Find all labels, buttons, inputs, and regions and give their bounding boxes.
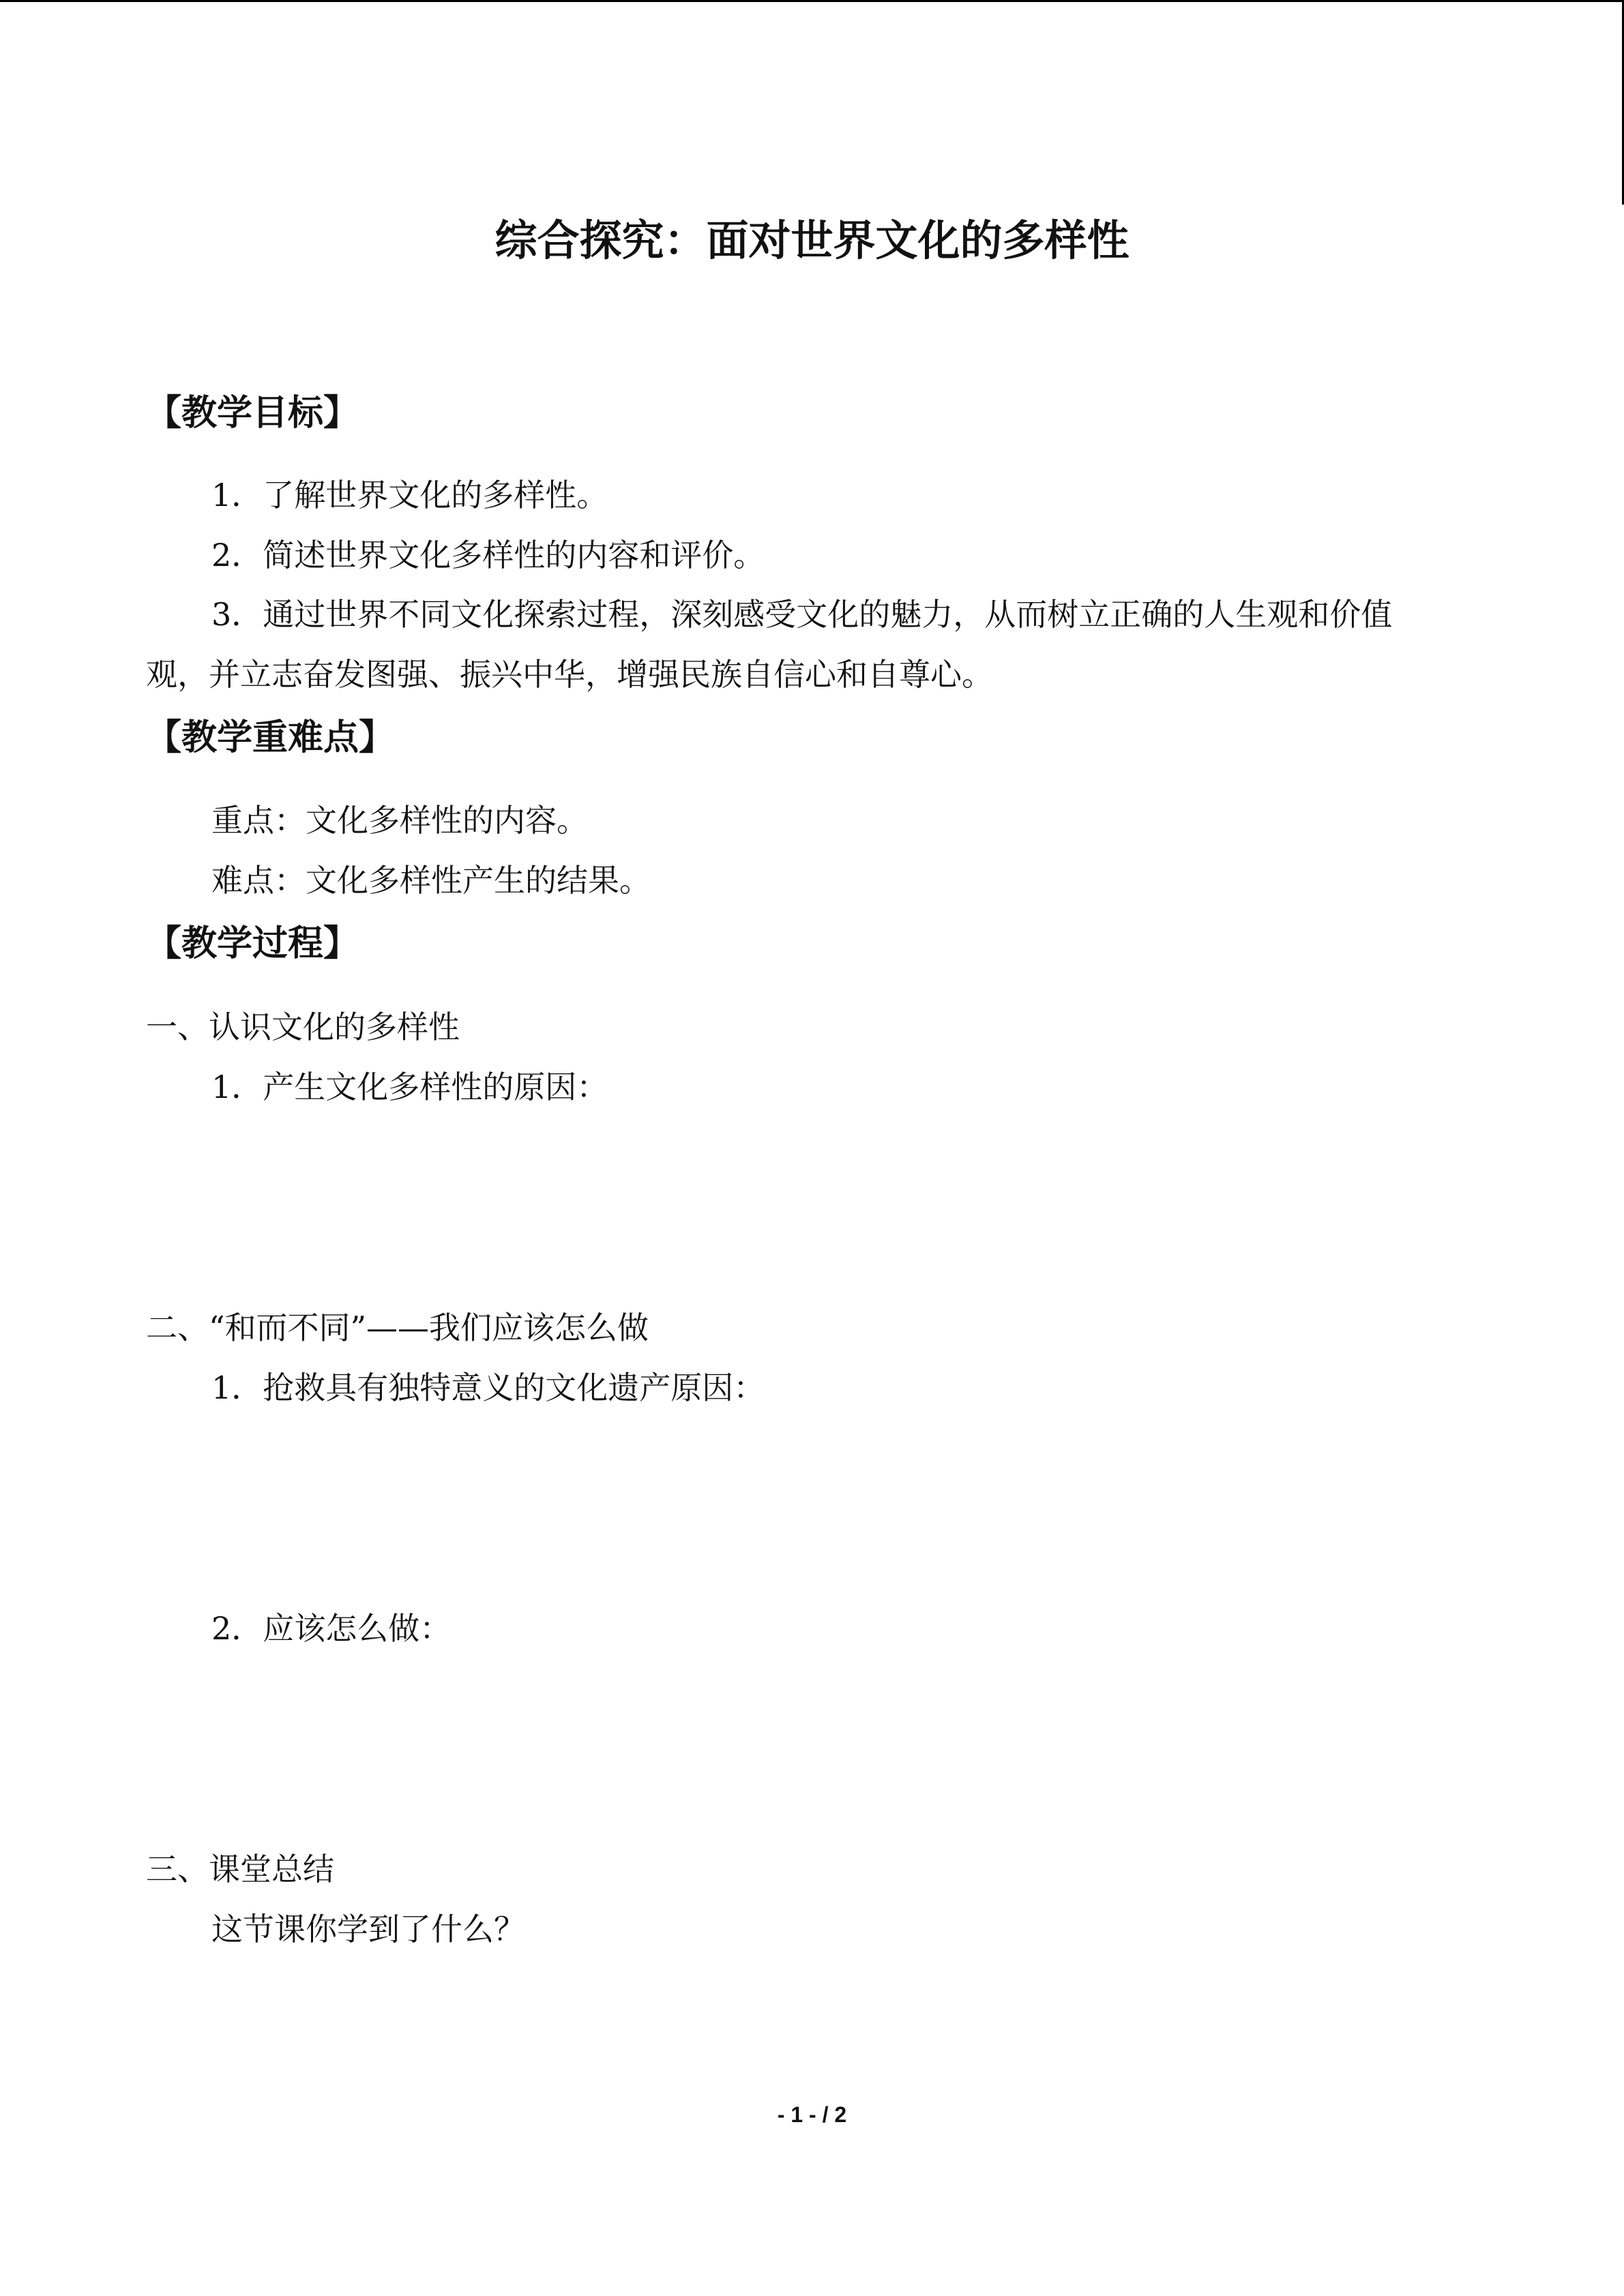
- objectives-heading: 【教学目标】: [146, 393, 359, 434]
- objective-item: 2．简述世界文化多样性的内容和评价。: [211, 537, 765, 573]
- section-1-title: 一、认识文化的多样性: [146, 1009, 460, 1045]
- process-heading: 【教学过程】: [146, 923, 359, 964]
- section-1-item-1: 1．产生文化多样性的原因：: [211, 1069, 608, 1105]
- page-number: - 1 - / 2: [777, 2102, 847, 2127]
- page-title: 综合探究：面对世界文化的多样性: [494, 215, 1130, 265]
- section-2-item-2: 2．应该怎么做：: [211, 1610, 452, 1647]
- key-point-focus: 重点：文化多样性的内容。: [211, 802, 588, 839]
- objective-item: 3．通过世界不同文化探索过程，深刻感受文化的魅力，从而树立正确的人生观和价值: [211, 596, 1393, 633]
- section-2-item-1: 1．抢救具有独特意义的文化遗产原因：: [211, 1369, 765, 1406]
- key-points-heading: 【教学重难点】: [146, 717, 395, 758]
- section-3-title: 三、课堂总结: [146, 1851, 334, 1888]
- objective-item-continuation: 观，并立志奋发图强、振兴中华，增强民族自信心和自尊心。: [146, 656, 993, 693]
- page-top-border: [0, 0, 1624, 2]
- section-3-question: 这节课你学到了什么？: [211, 1911, 525, 1948]
- key-point-difficulty: 难点：文化多样性产生的结果。: [211, 862, 651, 899]
- section-2-title: 二、“和而不同”——我们应该怎么做: [146, 1309, 649, 1346]
- objective-item: 1．了解世界文化的多样性。: [211, 477, 608, 513]
